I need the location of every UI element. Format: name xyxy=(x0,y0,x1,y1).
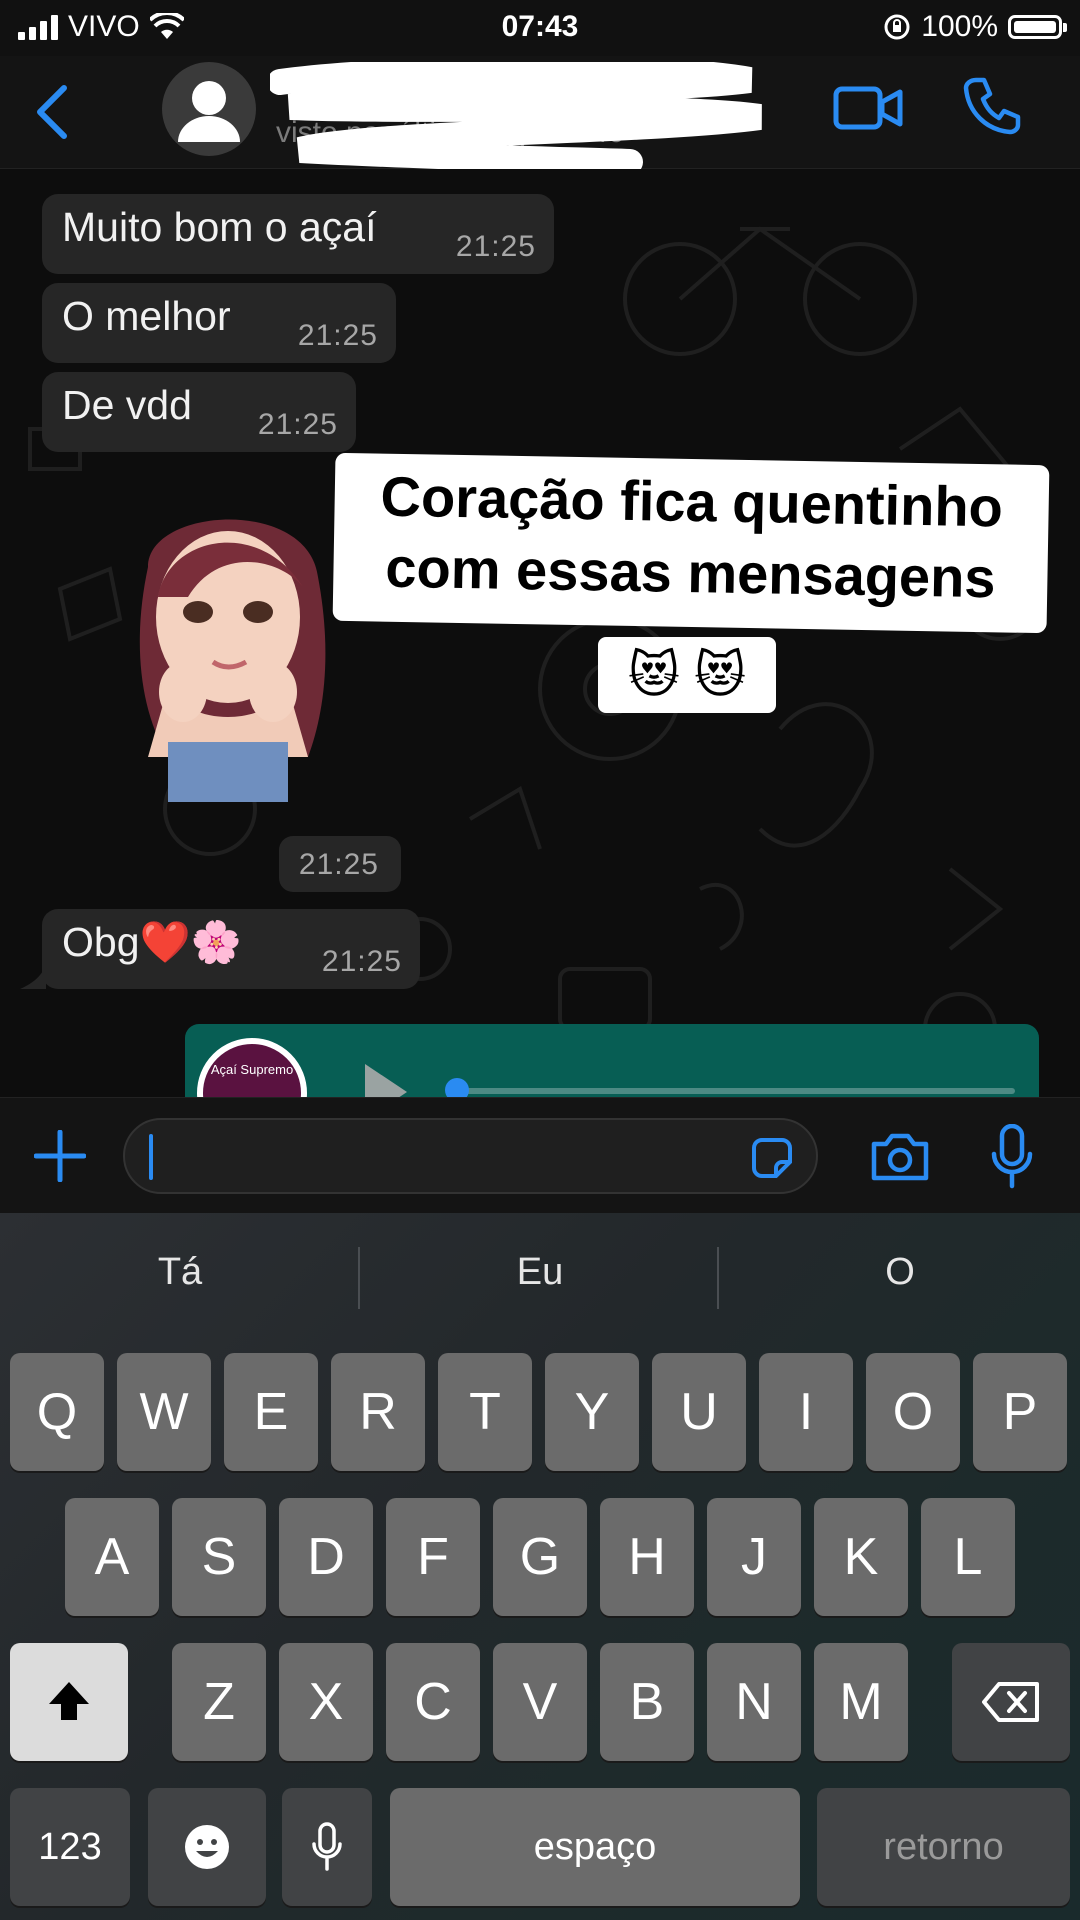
orientation-lock-icon xyxy=(883,13,911,41)
space-key[interactable]: espaço xyxy=(390,1788,800,1906)
dictation-key[interactable] xyxy=(282,1788,372,1906)
key-g[interactable]: G xyxy=(493,1498,587,1616)
voice-avatar-label: Açaí Supremo xyxy=(210,1062,294,1077)
key-z[interactable]: Z xyxy=(172,1643,266,1761)
voice-message[interactable] xyxy=(185,1024,1039,1097)
key-d[interactable]: D xyxy=(279,1498,373,1616)
sticker-time: 21:25 xyxy=(298,848,379,881)
caption-overlay xyxy=(333,453,1050,633)
key-v[interactable]: V xyxy=(493,1643,587,1761)
message-time: 21:25 xyxy=(455,230,536,263)
message-text: Obg❤️🌸 xyxy=(62,919,242,965)
key-e[interactable]: E xyxy=(224,1353,318,1471)
key-p[interactable]: P xyxy=(973,1353,1067,1471)
bubble-tail xyxy=(20,965,46,989)
carrier-label: VIVO xyxy=(68,10,140,43)
message-bubble[interactable] xyxy=(42,194,554,274)
key-q[interactable]: Q xyxy=(10,1353,104,1471)
message-bubble[interactable] xyxy=(42,909,420,989)
battery-icon xyxy=(1008,15,1062,39)
redaction-scribble xyxy=(270,62,770,172)
key-c[interactable]: C xyxy=(386,1643,480,1761)
key-m[interactable]: M xyxy=(814,1643,908,1761)
key-j[interactable]: J xyxy=(707,1498,801,1616)
suggestion-divider xyxy=(717,1247,719,1309)
key-y[interactable]: Y xyxy=(545,1353,639,1471)
clock: 07:43 xyxy=(501,10,579,43)
suggestion-divider xyxy=(358,1247,360,1309)
emoji-key[interactable] xyxy=(148,1788,266,1906)
key-f[interactable]: F xyxy=(386,1498,480,1616)
key-i[interactable]: I xyxy=(759,1353,853,1471)
sticker-icon[interactable] xyxy=(748,1134,796,1182)
text-cursor xyxy=(149,1134,153,1180)
message-time: 21:25 xyxy=(321,945,402,978)
message-bubble[interactable] xyxy=(42,283,396,363)
battery-percent: 100% xyxy=(921,10,998,43)
suggestion-3[interactable]: O xyxy=(885,1251,915,1293)
key-w[interactable]: W xyxy=(117,1353,211,1471)
backspace-icon xyxy=(981,1681,1041,1723)
key-s[interactable]: S xyxy=(172,1498,266,1616)
emoji-icon xyxy=(183,1823,231,1871)
message-input[interactable] xyxy=(123,1118,818,1194)
status-right xyxy=(883,10,1062,44)
chat-area[interactable] xyxy=(0,169,1080,1097)
microphone-icon[interactable] xyxy=(990,1124,1034,1190)
key-o[interactable]: O xyxy=(866,1353,960,1471)
key-h[interactable]: H xyxy=(600,1498,694,1616)
phone-call-icon[interactable] xyxy=(962,76,1022,136)
voice-avatar xyxy=(197,1038,307,1097)
message-time: 21:25 xyxy=(297,319,378,352)
key-t[interactable]: T xyxy=(438,1353,532,1471)
key-x[interactable]: X xyxy=(279,1643,373,1761)
caption-emoji: 😻 😻 xyxy=(598,637,776,713)
caption-line-1: Coração fica quentinho xyxy=(380,464,1004,539)
key-b[interactable]: B xyxy=(600,1643,694,1761)
return-key[interactable]: retorno xyxy=(817,1788,1070,1906)
message-time: 21:25 xyxy=(257,408,338,441)
keyboard xyxy=(0,1213,1080,1920)
message-bubble[interactable] xyxy=(42,372,356,452)
voice-progress-track[interactable] xyxy=(455,1088,1015,1094)
play-icon[interactable] xyxy=(363,1062,409,1097)
voice-progress-knob[interactable] xyxy=(445,1078,469,1097)
chat-header xyxy=(0,56,1080,169)
backspace-key[interactable] xyxy=(952,1643,1070,1761)
sticker-time-pill xyxy=(279,836,401,892)
message-text: O melhor xyxy=(62,293,231,339)
back-chevron-icon[interactable] xyxy=(28,82,78,142)
sticker-image[interactable] xyxy=(108,487,348,807)
message-text: Muito bom o açaí xyxy=(62,204,377,250)
key-a[interactable]: A xyxy=(65,1498,159,1616)
shift-key[interactable] xyxy=(10,1643,128,1761)
caption-line-2: com essas mensagens xyxy=(384,535,997,610)
video-call-icon[interactable] xyxy=(832,80,904,136)
key-u[interactable]: U xyxy=(652,1353,746,1471)
dictation-mic-icon xyxy=(311,1822,343,1872)
suggestion-2[interactable]: Eu xyxy=(516,1251,564,1293)
key-l[interactable]: L xyxy=(921,1498,1015,1616)
key-k[interactable]: K xyxy=(814,1498,908,1616)
suggestion-1[interactable]: Tá xyxy=(157,1251,203,1293)
plus-icon[interactable] xyxy=(34,1130,86,1182)
input-bar xyxy=(0,1097,1080,1214)
person-icon xyxy=(162,62,256,156)
numbers-key[interactable]: 123 xyxy=(10,1788,130,1906)
message-text: De vdd xyxy=(62,382,192,428)
shift-arrow-icon xyxy=(45,1678,93,1726)
contact-name[interactable]: ~ xyxy=(280,70,300,108)
contact-status: visto por último hoje às 40 xyxy=(276,116,625,149)
key-r[interactable]: R xyxy=(331,1353,425,1471)
key-n[interactable]: N xyxy=(707,1643,801,1761)
camera-icon[interactable] xyxy=(870,1130,930,1182)
status-bar xyxy=(0,0,1080,56)
contact-avatar[interactable] xyxy=(162,62,256,156)
